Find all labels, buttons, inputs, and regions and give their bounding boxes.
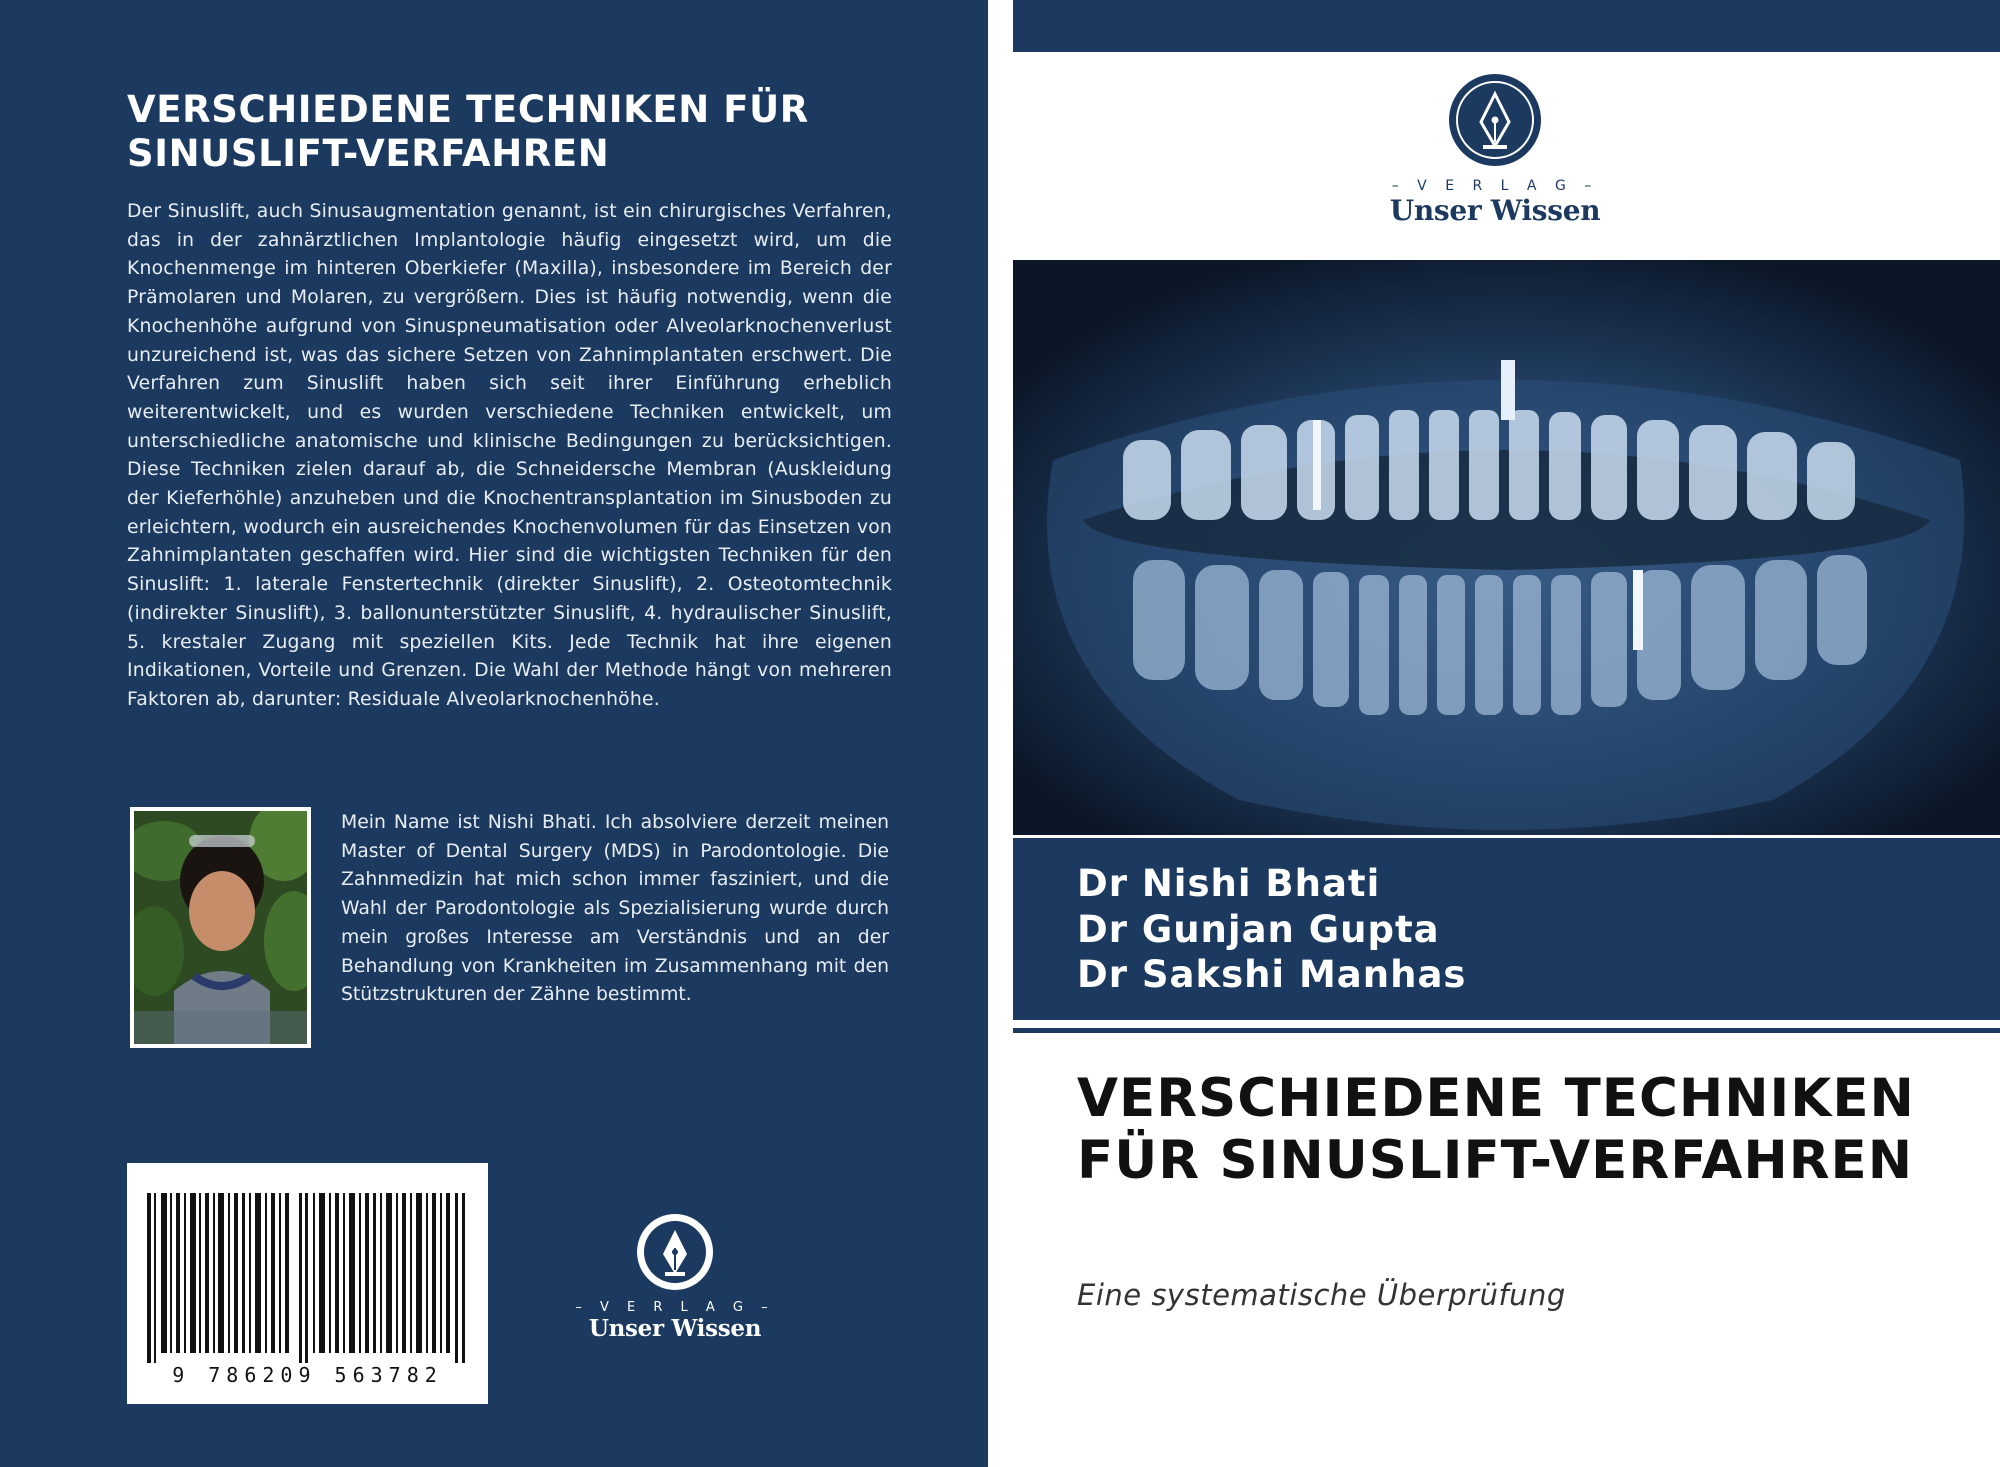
publisher-verlag-label: – V E R L A G – [1391,178,1599,194]
back-cover [0,0,988,1467]
spine [988,0,1013,1467]
dental-xray-image [1013,260,2000,835]
fountain-pen-nib-icon [635,1212,715,1292]
authors-band [1013,838,2000,1020]
fountain-pen-nib-icon [1447,72,1543,168]
divider [1013,1028,2000,1033]
author-bio: Mein Name ist Nishi Bhati. Ich absolviere derzeit meinen Master of Dental Surgery (MDS) in Parodontologie. Die Zahnmedizin hat mich schon immer fasziniert, und die Wahl der Parodontologie als Spezialisierung wurde durch mein großes Interesse am Verständnis und an der Behandlung von Krankheiten im Zusammenhang mit den Stützstrukturen der Zähne bestimmt. [341,812,889,1006]
front-cover-subtitle: Eine systematische Überprüfung [1077,1278,1566,1312]
back-cover-blurb: Der Sinuslift, auch Sinusaugmentation genannt, ist ein chirurgisches Verfahren, das in der zahnärztlichen Implantologie häufig eingesetzt wird, um die Knochenmenge im hinteren Oberkiefer (Maxilla), insbesondere im Bereich der Prämolaren und Molaren, zu vergrößern. Dies ist häufig notwendig, wenn die Knochenhöhe aufgrund von Sinuspneumatisation oder Alveolarknochenverlust unzureichend ist, was das sichere Setzen von Zahnimplantaten erschwert. Die Verfahren zum Sinuslift haben sich seit ihrer Einführung erheblich weiterentwickelt, und es wurden verschiedene Techniken entwickelt, um unterschiedliche anatomische und klinische Bedingungen zu berücksichtigen. Diese Techniken zielen darauf ab, die Schneidersche Membran (Auskleidung der Kieferhöhle) anzuheben und die Knochentransplantation im Sinusboden zu erleichtern, wodurch ein ausreichendes Knochenvolumen für das Einsetzen von Zahnimplantaten geschaffen wird. Hier sind die wichtigsten Techniken für den Sinuslift: 1. laterale Fenstertechnik (direkter Sinuslift), 2. Osteotomtechnik (indirekter Sinuslift), 3. ballonunterstützter Sinuslift, 4. hydraulischer Sinuslift, 5. krestaler Zugang mit speziellen Kits. Jede Technik hat ihre eigenen Indikationen, Vorteile und Grenzen. Die Wahl der Methode hängt von mehreren Faktoren ab, darunter: Residuale Alveolarknochenhöhe. [127,201,892,710]
author-photo [130,807,311,1048]
isbn-number: 9 786209 563782 [172,1363,443,1387]
publisher-name: Unser Wissen [588,1315,762,1342]
barcode-bars [145,1193,470,1363]
front-top-bar [1013,0,2000,52]
front-publisher-logo [1380,72,1610,227]
back-publisher-logo [570,1212,780,1342]
back-cover-title: VERSCHIEDENE TECHNIKEN FÜR SINUSLIFT-VERFAHREN [127,88,809,175]
publisher-name: Unser Wissen [1389,194,1601,227]
author-name: Dr Sakshi Manhas [1077,953,1467,996]
front-cover-title: VERSCHIEDENE TECHNIKEN FÜR SINUSLIFT-VERFAHREN [1077,1068,1915,1191]
author-name: Dr Gunjan Gupta [1077,908,1440,951]
barcode [127,1163,488,1404]
publisher-verlag-label: – V E R L A G – [575,1300,775,1315]
author-name: Dr Nishi Bhati [1077,862,1381,905]
